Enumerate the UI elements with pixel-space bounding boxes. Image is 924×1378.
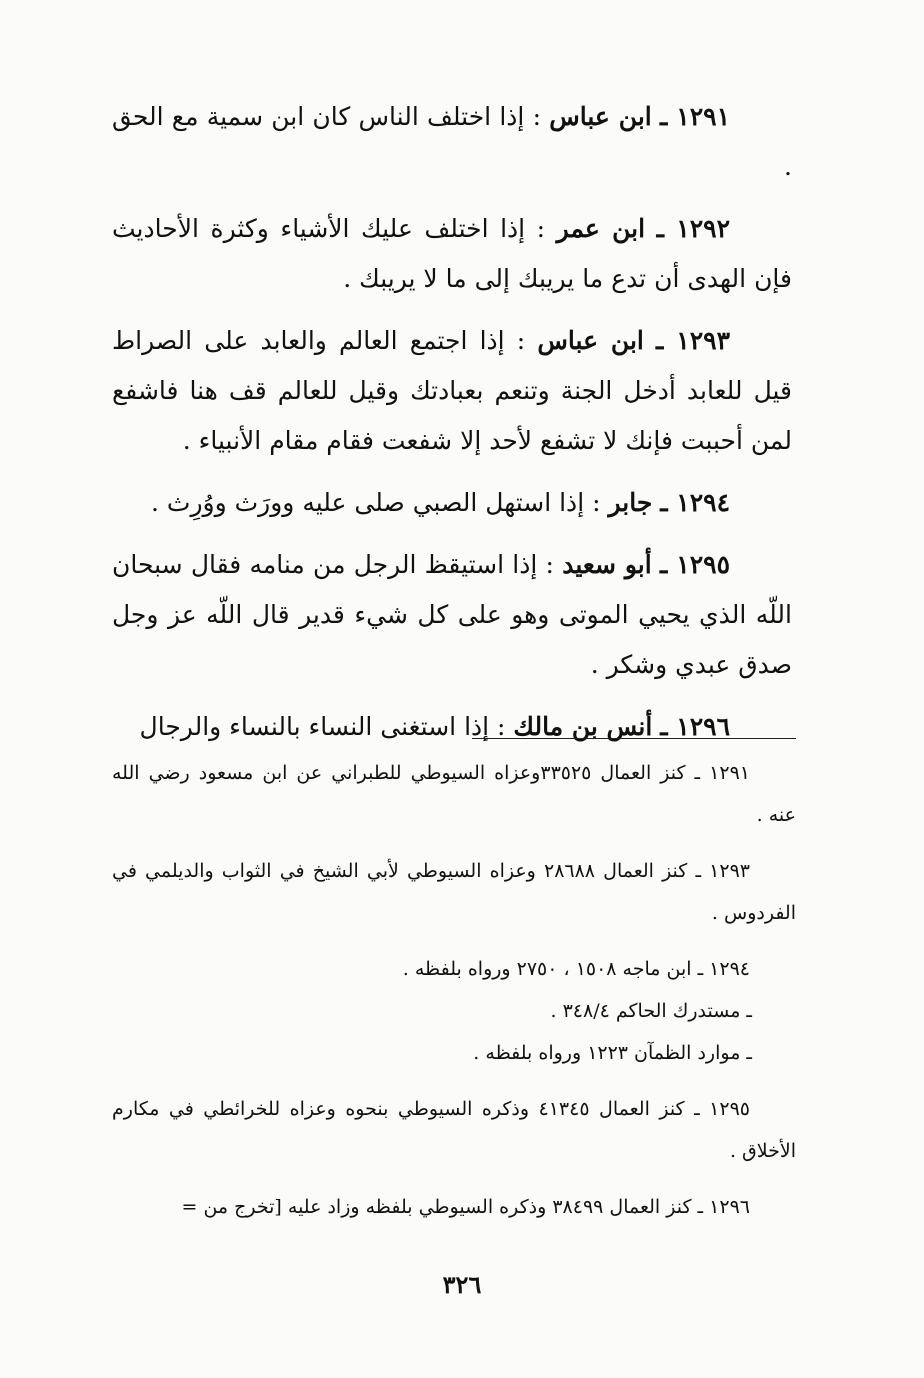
- narrator-name: ابن عمر: [556, 214, 646, 243]
- entry-text: : إذا استهل الصبي صلى عليه وورَث ووُرِث .: [151, 488, 601, 517]
- footnote-1295: ١٢٩٥ ـ كنز العمال ٤١٣٤٥ وذكره السيوطي بنحوه وعزاه للخرائطي في مكارم الأخلاق .: [112, 1098, 796, 1162]
- entry-number: ١٢٩٢ ـ: [656, 214, 730, 243]
- narrator-name: جابر: [608, 488, 653, 517]
- footnote-1294-mawarid: ـ موارد الظمآن ١٢٢٣ ورواه بلفظه .: [473, 1042, 752, 1064]
- narrator-name: ابن عباس: [537, 326, 644, 355]
- entry-number: ١٢٩٦ ـ: [660, 712, 730, 741]
- footnote-1294: ١٢٩٤ ـ ابن ماجه ١٥٠٨ ، ٢٧٥٠ ورواه بلفظه .: [402, 958, 750, 980]
- footnote-1293: ١٢٩٣ ـ كنز العمال ٢٨٦٨٨ وعزاه السيوطي لأبي الشيخ في الثواب والديلمي في الفردوس .: [112, 860, 796, 924]
- entry-1294: [112, 478, 792, 528]
- footnote-1291: ١٢٩١ ـ كنز العمال ٣٣٥٢٥وعزاه السيوطي للطبراني عن ابن مسعود رضي الله عنه .: [112, 762, 796, 826]
- main-text: [112, 92, 792, 752]
- entry-text: : إذا استغنى النساء بالنساء والرجال: [139, 712, 506, 741]
- page-number: ٣٢٦: [442, 1270, 482, 1299]
- entry-number: ١٢٩٤ ـ: [660, 488, 730, 517]
- narrator-name: أبو سعيد: [562, 550, 652, 579]
- entry-1296: [112, 702, 792, 752]
- narrator-name: أنس بن مالك: [513, 712, 653, 741]
- entry-number: ١٢٩١ ـ: [659, 102, 731, 131]
- entry-1293: [112, 316, 792, 466]
- entry-text: : إذا اجتمع العالم والعابد على الصراط قيل للعابد أدخل الجنة وتنعم بعبادتك وقيل للعالم قف هنا فاشفع لمن أحببت فإنك لا تشفع لأحد إلا شفعت فقام مقام الأنبياء .: [112, 326, 792, 455]
- footnote-1296: ١٢٩٦ ـ كنز العمال ٣٨٤٩٩ وذكره السيوطي بلفظه وزاد عليه [تخرج من =: [181, 1196, 750, 1218]
- entry-number: ١٢٩٥ ـ: [659, 550, 731, 579]
- entry-text: : إذا اختلف الناس كان ابن سمية مع الحق .: [112, 102, 792, 181]
- entry-1295: [112, 540, 792, 690]
- footnotes: [112, 752, 796, 1228]
- entry-text: : إذا اختلف عليك الأشياء وكثرة الأحاديث فإن الهدى أن تدع ما يريبك إلى ما لا يريبك .: [112, 214, 792, 293]
- entry-text: : إذا استيقظ الرجل من منامه فقال سبحان اللّه الذي يحيي الموتى وهو على كل شيء قدير قال اللّه عز وجل صدق عبدي وشكر .: [112, 550, 792, 679]
- footnote-1294-mustadrak: ـ مستدرك الحاكم ٣٤٨/٤ .: [550, 1000, 752, 1022]
- narrator-name: ابن عباس: [549, 102, 652, 131]
- entry-number: ١٢٩٣ ـ: [656, 326, 731, 355]
- entry-1292: [112, 204, 792, 304]
- footnote-divider: [472, 738, 796, 739]
- entry-1291: [112, 92, 792, 192]
